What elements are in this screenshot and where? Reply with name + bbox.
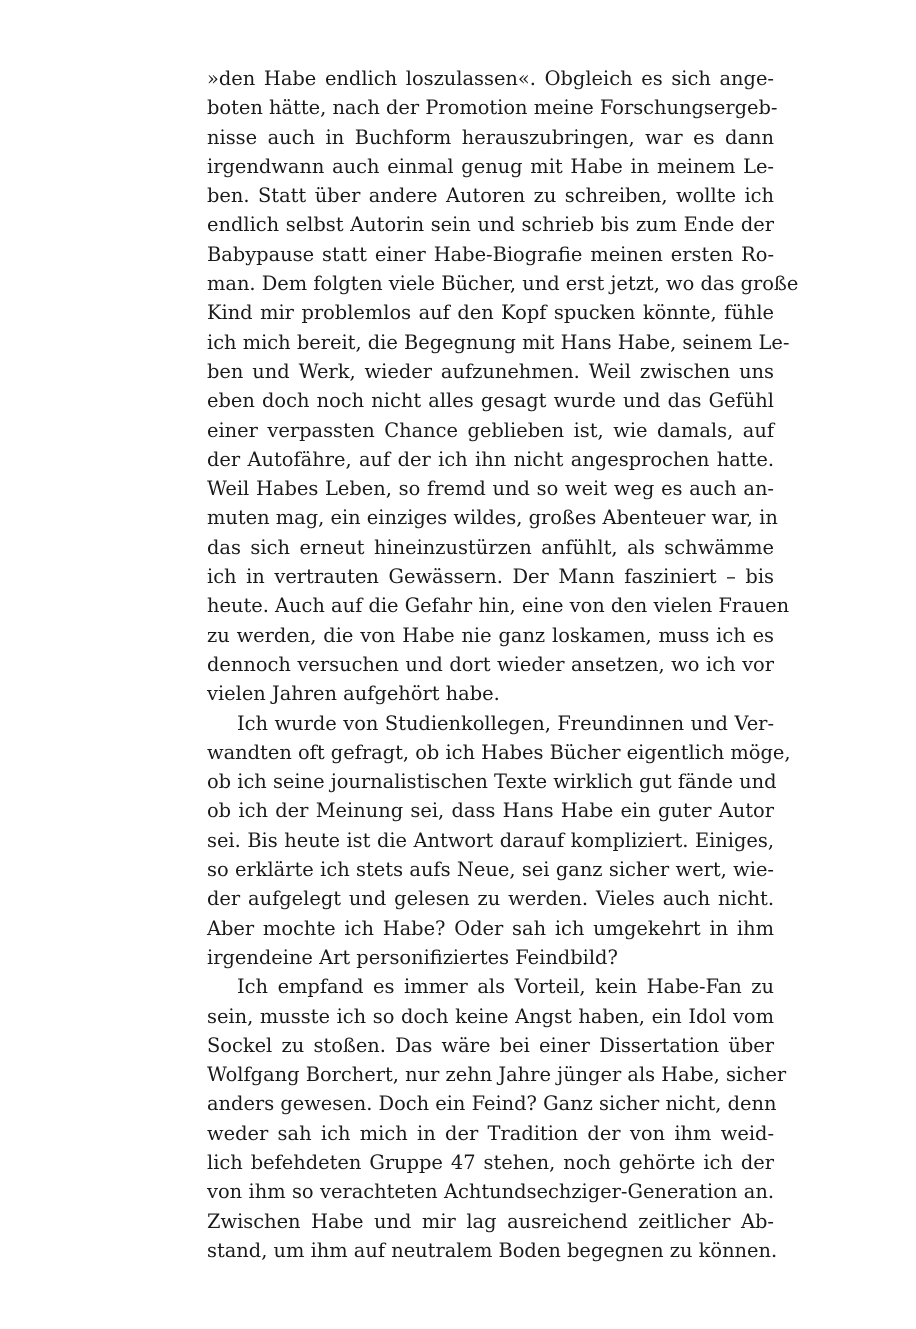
text-line: man. Dem folgten viele Bücher, und erst jetzt, wo das große bbox=[207, 272, 799, 296]
text-line: »den Habe endlich loszulassen«. Obgleich es sich ange- bbox=[207, 67, 774, 90]
text-line: anders gewesen. Doch ein Feind? Ganz sicher nicht, denn bbox=[207, 1092, 777, 1116]
paragraph-2 bbox=[207, 709, 791, 973]
text-line: ob ich seine journalistischen Texte wirklich gut fände und bbox=[207, 770, 777, 794]
text-line: weder sah ich mich in der Tradition der von ihm weid- bbox=[207, 1121, 774, 1145]
body-text bbox=[207, 64, 799, 1265]
text-line: ich in vertrauten Gewässern. Der Mann fasziniert – bis bbox=[207, 565, 774, 589]
text-line: dennoch versuchen und dort wieder ansetzen, wo ich vor bbox=[207, 652, 774, 676]
text-line: Kind mir problemlos auf den Kopf spucken könnte, fühle bbox=[207, 301, 774, 325]
text-line: irgendwann auch einmal genug mit Habe in meinem Le- bbox=[207, 154, 774, 178]
text-line: ben. Statt über andere Autoren zu schreiben, wollte ich bbox=[207, 184, 774, 208]
text-line: endlich selbst Autorin sein und schrieb bis zum Ende der bbox=[207, 213, 774, 237]
paragraph-1 bbox=[207, 64, 799, 709]
text-line: Wolfgang Borchert, nur zehn Jahre jünger als Habe, sicher bbox=[207, 1063, 787, 1087]
text-line: ob ich der Meinung sei, dass Hans Habe ein guter Autor bbox=[207, 799, 774, 823]
text-line: Babypause statt einer Habe-Biografie meinen ersten Ro- bbox=[207, 242, 774, 266]
text-line: Ich wurde von Studienkollegen, Freundinnen und Ver- bbox=[237, 711, 774, 735]
text-line: ich mich bereit, die Begegnung mit Hans Habe, seinem Le- bbox=[207, 330, 790, 354]
text-line: Weil Habes Leben, so fremd und so weit weg es auch an- bbox=[207, 477, 774, 501]
text-line: einer verpassten Chance geblieben ist, wie damals, auf bbox=[207, 418, 774, 442]
text-line: der aufgelegt und gelesen zu werden. Vieles auch nicht. bbox=[207, 887, 774, 911]
text-line: irgendeine Art personifiziertes Feindbild? bbox=[207, 945, 618, 969]
text-line: heute. Auch auf die Gefahr hin, eine von den vielen Frauen bbox=[207, 594, 790, 618]
text-line: das sich erneut hineinzustürzen anfühlt, als schwämme bbox=[207, 535, 774, 559]
text-line: Aber mochte ich Habe? Oder sah ich umgekehrt in ihm bbox=[207, 916, 774, 940]
text-line: sei. Bis heute ist die Antwort darauf kompliziert. Einiges, bbox=[207, 828, 774, 852]
text-line: stand, um ihm auf neutralem Boden begegnen zu können. bbox=[207, 1238, 778, 1262]
text-line: Sockel zu stoßen. Das wäre bei einer Dissertation über bbox=[207, 1033, 774, 1057]
text-line: Zwischen Habe und mir lag ausreichend zeitlicher Ab- bbox=[207, 1209, 774, 1233]
text-line: lich befehdeten Gruppe 47 stehen, noch gehörte ich der bbox=[207, 1150, 774, 1174]
text-line: ben und Werk, wieder aufzunehmen. Weil zwischen uns bbox=[207, 359, 774, 383]
text-line: muten mag, ein einziges wildes, großes Abenteuer war, in bbox=[207, 506, 778, 530]
text-line: der Autofähre, auf der ich ihn nicht angesprochen hatte. bbox=[207, 447, 774, 471]
text-line: eben doch noch nicht alles gesagt wurde und das Gefühl bbox=[207, 389, 774, 413]
text-line: wandten oft gefragt, ob ich Habes Bücher eigentlich möge, bbox=[207, 740, 791, 764]
text-line: zu werden, die von Habe nie ganz loskamen, muss ich es bbox=[207, 623, 774, 647]
text-line: Ich empfand es immer als Vorteil, kein Habe-Fan zu bbox=[237, 975, 774, 999]
text-line: boten hätte, nach der Promotion meine Forschungsergeb- bbox=[207, 96, 778, 120]
text-line: von ihm so verachteten Achtundsechziger-Generation an. bbox=[207, 1180, 774, 1204]
paragraph-3 bbox=[207, 972, 787, 1265]
text-line: nisse auch in Buchform herauszubringen, war es dann bbox=[207, 125, 774, 149]
text-line: vielen Jahren aufgehört habe. bbox=[207, 682, 500, 706]
text-line: sein, musste ich so doch keine Angst haben, ein Idol vom bbox=[207, 1004, 774, 1028]
text-line: so erklärte ich stets aufs Neue, sei ganz sicher wert, wie- bbox=[207, 858, 774, 882]
